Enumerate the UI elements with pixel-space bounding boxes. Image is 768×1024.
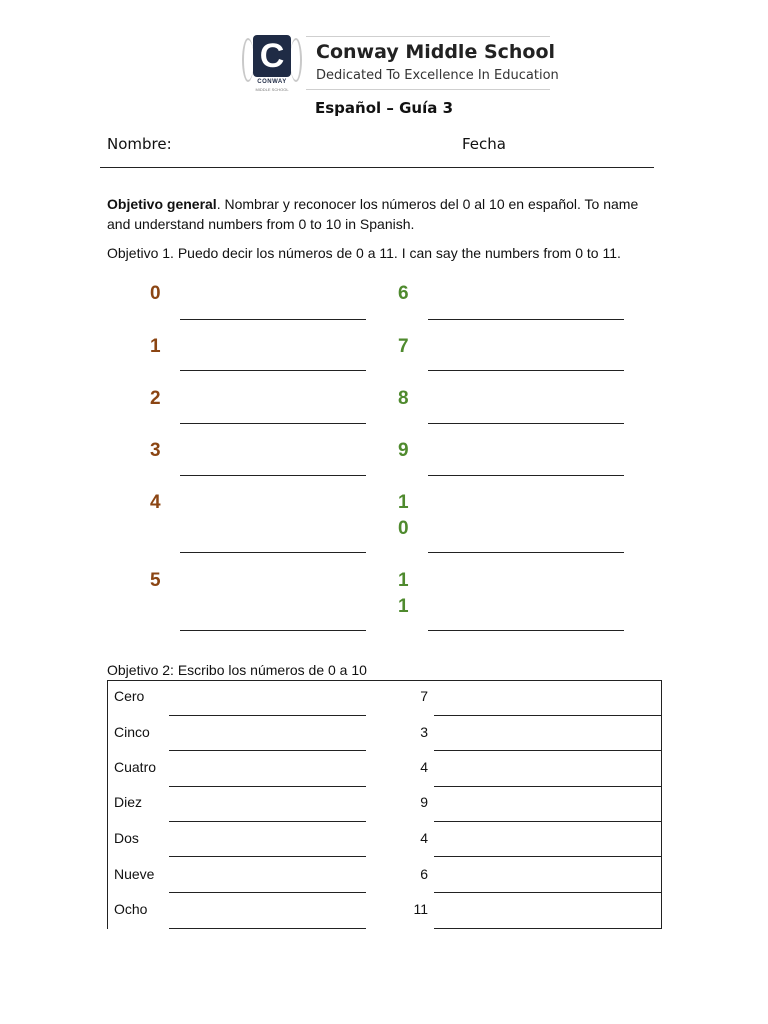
- word-answer-line[interactable]: [169, 928, 366, 929]
- table-row-number: 3: [420, 724, 428, 740]
- answer-line-9[interactable]: [428, 475, 624, 476]
- objective-general-text: . Nombrar y reconocer los números del 0 al 10 en español. To name and understand numbers from 0 to 10 in Spanish.: [107, 196, 639, 232]
- number-6: 6: [398, 283, 409, 304]
- table-row-word: Diez: [114, 794, 143, 810]
- school-motto: Dedicated To Excellence In Education: [316, 68, 559, 83]
- number-4: 4: [150, 492, 161, 513]
- number-answer-line[interactable]: [434, 715, 661, 716]
- table-row-number: 7: [420, 688, 428, 704]
- school-crest-icon: [240, 32, 304, 92]
- number-answer-line[interactable]: [434, 892, 661, 893]
- number-answer-line[interactable]: [434, 750, 661, 751]
- date-label: Fecha: [462, 135, 506, 153]
- number-7: 7: [398, 336, 409, 357]
- number-0: 0: [150, 283, 161, 304]
- number-11: 1 1: [398, 570, 409, 617]
- number-9: 9: [398, 440, 409, 461]
- answer-line-5[interactable]: [180, 630, 366, 631]
- answer-line-1[interactable]: [180, 370, 366, 371]
- number-3: 3: [150, 440, 161, 461]
- number-answer-line[interactable]: [434, 856, 661, 857]
- word-answer-line[interactable]: [169, 821, 366, 822]
- table-row-number: 11: [413, 901, 428, 917]
- answer-line-3[interactable]: [180, 475, 366, 476]
- number-answer-line[interactable]: [434, 786, 661, 787]
- page-title: Español – Guía 3: [314, 99, 454, 117]
- crest-subtitle: MIDDLE SCHOOL: [255, 87, 289, 92]
- table-row-word: Nueve: [114, 866, 155, 882]
- number-answer-line[interactable]: [434, 821, 661, 822]
- number-1: 1: [150, 336, 161, 357]
- table-row-word: Cuatro: [114, 759, 157, 775]
- answer-line-10[interactable]: [428, 552, 624, 553]
- number-10: 1 0: [398, 492, 409, 539]
- word-answer-line[interactable]: [169, 786, 366, 787]
- table-row-word: Cero: [114, 688, 145, 704]
- school-name: Conway Middle School: [316, 41, 556, 63]
- word-answer-line[interactable]: [169, 856, 366, 857]
- answer-line-6[interactable]: [428, 319, 624, 320]
- word-answer-line[interactable]: [169, 715, 366, 716]
- number-answer-line[interactable]: [434, 928, 661, 929]
- crest-letter: C: [253, 35, 291, 77]
- answer-line-11[interactable]: [428, 630, 624, 631]
- answer-line-8[interactable]: [428, 423, 624, 424]
- objective-general: [107, 194, 652, 234]
- name-date-rule: [100, 167, 654, 168]
- crest-name: CONWAY: [257, 79, 287, 85]
- table-row-number: 6: [420, 866, 428, 882]
- answer-line-0[interactable]: [180, 319, 366, 320]
- table-row-word: Dos: [114, 830, 139, 846]
- table-row-number: 9: [420, 794, 428, 810]
- word-answer-line[interactable]: [169, 750, 366, 751]
- answer-line-4[interactable]: [180, 552, 366, 553]
- table-row-word: Ocho: [114, 901, 148, 917]
- school-logo: [240, 30, 559, 94]
- answer-line-7[interactable]: [428, 370, 624, 371]
- table-row-number: 4: [420, 759, 428, 775]
- number-8: 8: [398, 388, 409, 409]
- objective-2-text: Objetivo 2: Escribo los números de 0 a 10: [107, 662, 367, 678]
- word-answer-line[interactable]: [169, 892, 366, 893]
- objective-1-text: Objetivo 1. Puedo decir los números de 0 a 11. I can say the numbers from 0 to 11.: [107, 245, 621, 261]
- school-banner: [306, 36, 559, 90]
- table-row-number: 4: [420, 830, 428, 846]
- name-label: Nombre:: [107, 135, 172, 153]
- table-row-word: Cinco: [114, 724, 150, 740]
- number-5: 5: [150, 570, 161, 591]
- answer-line-2[interactable]: [180, 423, 366, 424]
- number-2: 2: [150, 388, 161, 409]
- objective-general-heading: Objetivo general: [107, 196, 217, 212]
